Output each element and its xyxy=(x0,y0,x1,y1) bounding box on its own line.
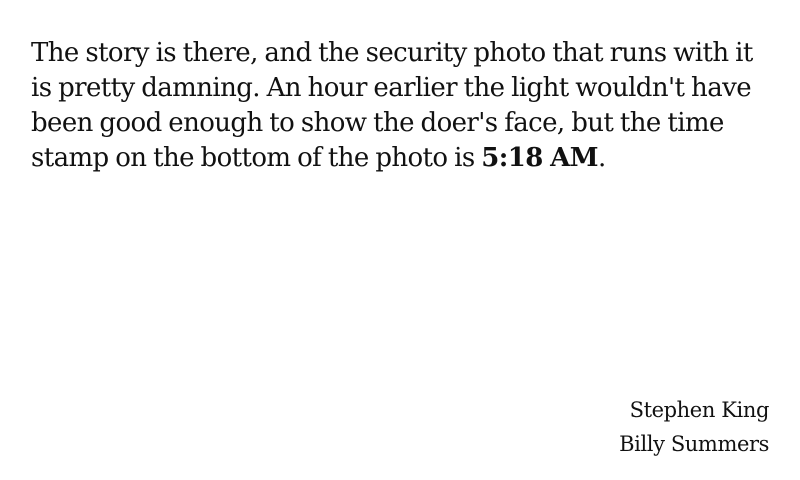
quote-text xyxy=(31,36,771,176)
quote-text-before: The story is there, and the security photo that runs with it is pretty damning. An hour earlier the light wouldn't have been good enough to show the doer's face, but the time stamp on the bottom of the photo is xyxy=(31,38,753,173)
attribution xyxy=(619,393,769,461)
quote-text-after: . xyxy=(597,143,606,173)
book-title: Billy Summers xyxy=(619,432,769,456)
quote-time-highlight: 5:18 AM xyxy=(481,143,598,173)
author-name: Stephen King xyxy=(629,398,769,422)
